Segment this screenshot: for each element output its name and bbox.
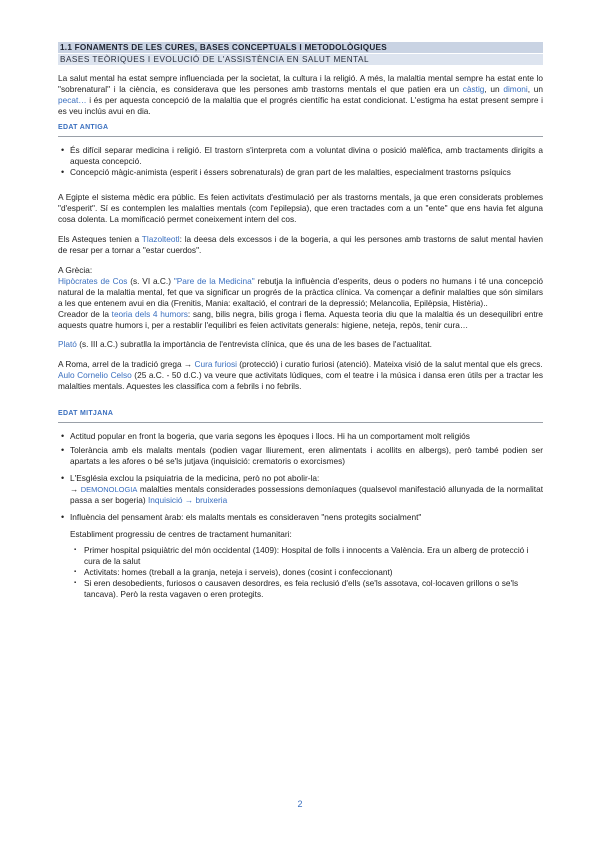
paragraph-text: (25 a.C. - 50 d.C.) va veure que activitats lúdiques, com el teatre i la música i dansa eren útils per a tractar les malalties mentals. Aquestes les classifica com a febrils i no febrils. [58, 370, 543, 391]
paragraph-text: : la deesa dels excessos i de la bogeria, a qui les persones amb trastorns de salut mental havien de resar per a tornar a "estar cuerdos". [58, 234, 543, 255]
paragraph-text: A Roma, arrel de la tradició grega → [58, 359, 195, 369]
page-number: 2 [297, 799, 303, 809]
keyword-inquisicio: Inquisició → bruixeria [147, 495, 228, 505]
list-item: • Influència del pensament àrab: els malalts mentals es consideraven "nens protegits socialment" [58, 512, 543, 523]
keyword-tlazolteotl: Tlazolteotl [141, 234, 180, 244]
paragraph-text: L'Església exclou la psiquiatria de la medicina, però no pot abolir-la: [70, 473, 320, 483]
establiment-sublist [58, 545, 543, 600]
egipte-paragraph: A Egipte el sistema mèdic era públic. Es feien activitats d'estimulació per als trastorns mentals, ja que eren considerats problemes "d'esperit". Sí es contemplen les malalties mentals (com l'epilepsia), que eren tractades com a un "ente" que ens havia fet alguna cosa dolenta. La momificació permet coneixement intern del cos. [58, 192, 543, 224]
arrow-icon: → [70, 484, 81, 494]
section-subtitle: BASES TEÒRIQUES I EVOLUCIÓ DE L'ASSISTÈNCIA EN SALUT MENTAL [58, 54, 543, 65]
keyword-aulo-celso: Aulo Cornelio Celso [58, 370, 132, 380]
heading-edat-antiga: EDAT ANTIGA [58, 122, 543, 137]
plato-paragraph [58, 339, 543, 350]
paragraph-text: malalties mentals considerades possessions demoníaques (qualsevol manifestació allunyada de la normalitat passa a ser bogeria) [70, 484, 544, 505]
intro-text: , un [527, 84, 543, 94]
page-content [58, 42, 543, 600]
list-item: • Concepció màgic-animista (esperit i éssers sobrenaturals) de gran part de les malalties, especialment trastorns psíquics [58, 167, 543, 178]
list-item-esglesia [58, 473, 543, 506]
creador-paragraph [58, 309, 543, 331]
keyword-pare-medicina: "Pare de la Medicina" [173, 276, 255, 286]
aulo-paragraph [58, 370, 543, 392]
list-item: • És difícil separar medicina i religió. El trastorn s'interpreta com a voluntat divina o posició malèfica, amb tractaments dirigits a aquesta concepció. [58, 145, 543, 167]
intro-paragraph [58, 73, 543, 117]
intro-text: La salut mental ha estat sempre influenciada per la societat, la cultura i la religió. A més, la malaltia mental sempre ha estat ente lo "sobrenatural" i la ciència, es considerava que les persones amb trastorns mentals el que patien era un [58, 73, 543, 94]
paragraph-text: (s. III a.C.) subratlla la importància de l'entrevista clínica, que és una de les bases de l'actualitat. [76, 339, 432, 349]
mitjana-bullet-list [58, 431, 543, 523]
sub-item: ▪ Si eren desobedients, furiosos o causaven desordres, es feia reclusió d'ells (se'ls assotava, col·locaven grillons o se'ls tancava). Però la resta vagaven o eren protegits. [70, 578, 543, 600]
paragraph-text: (s. VI a.C.) [127, 276, 174, 286]
keyword-hipocrates: Hipòcrates de Cos [58, 276, 128, 286]
list-item: • Actitud popular en front la bogeria, que varia segons les èpoques i llocs. Hi ha un comportament molt religiós [58, 431, 543, 442]
sub-item: ▪ Activitats: homes (treball a la granja, neteja i serveis), dones (cosint i confeccionant) [70, 567, 543, 578]
keyword-teoria-humors: teoria dels 4 humors [111, 309, 188, 319]
list-item: • Tolerància amb els malalts mentals (podien vagar lliurement, eren alimentats i acollits en albergs), però també podien ser apartats a les afores o bé se'ls jutjava (inquisició: crematoris o exorcismes) [58, 445, 543, 467]
paragraph-text: Creador de la [58, 309, 112, 319]
keyword-castig: càstig [462, 84, 485, 94]
roma-paragraph [58, 359, 543, 370]
paragraph-text: (protecció) i curatio furiosi (atenció). Mateixa visió de la salut mental que els grecs. [236, 359, 543, 369]
paragraph-text: : sang, bilis negra, bilis groga i flema. Aquesta teoria diu que la malaltia és un desequilibri entre aquests quatre humors i, per a restablir l'equilibri es feien activitats generals: higiene, neteja, repòs, tenir cura… [58, 309, 544, 330]
keyword-plato: Plató [58, 339, 77, 349]
grecia-label: A Grècia: [58, 265, 93, 275]
keyword-pecat: pecat… [58, 95, 87, 105]
paragraph-text: rebutja la influència d'esperits, deus o poders no humans i té una concepció natural de la malaltia mental, fet que va significar un progrés de la pràctica clínica. Va començar a definir malalties que són similars a les que entenem avui en dia (Frenitis, Mania: exaltació, el contrari de la depressió; Melancolia, Epilèpsia, Histèria).. [58, 276, 543, 308]
keyword-dimoni: dimoni [503, 84, 528, 94]
asteques-paragraph [58, 234, 543, 256]
heading-edat-mitjana: EDAT MITJANA [58, 408, 543, 423]
section-title: 1.1 FONAMENTS DE LES CURES, BASES CONCEPTUALS I METODOLÒGIQUES [58, 42, 543, 53]
antiga-bullet-list [58, 145, 543, 178]
paragraph-text: Els Asteques tenien a [58, 234, 142, 244]
intro-text: , un [484, 84, 504, 94]
keyword-demonologia: DEMONOLOGIA [80, 485, 138, 494]
establiment-label: Establiment progressiu de centres de tractament humanitari: [70, 529, 292, 539]
intro-text: i és per aquesta concepció de la malaltia que el progrés científic ha estat condicionat. L'estigma ha estat present sempre i es veu inclús avui en dia. [58, 95, 543, 116]
hipocrates-paragraph [58, 276, 543, 309]
sub-item: ▪ Primer hospital psiquiàtric del món occidental (1409): Hospital de folls i innocents a València. Era un alberg de protecció i cura de la salut [70, 545, 543, 567]
keyword-cura-furiosi: Cura furiosi [194, 359, 237, 369]
